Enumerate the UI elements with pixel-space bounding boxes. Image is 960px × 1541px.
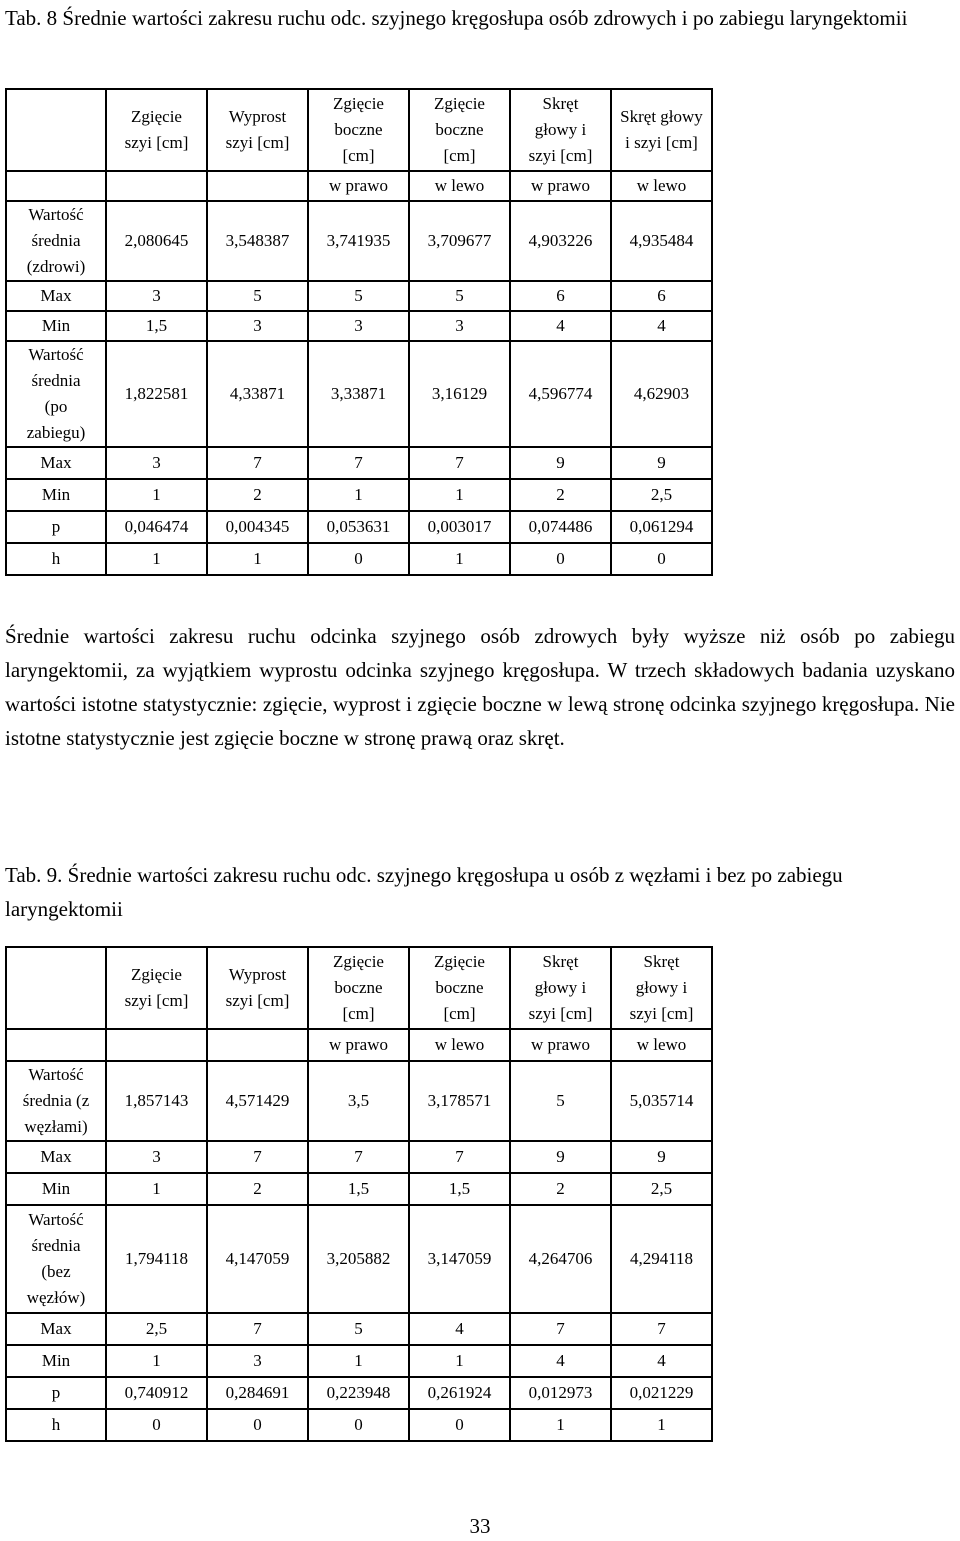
table-8	[5, 88, 713, 576]
table-cell: 9	[510, 447, 611, 479]
table-cell: 1	[106, 1345, 207, 1377]
table-cell: 7	[409, 1141, 510, 1173]
table-8-body	[6, 89, 712, 575]
table-row	[6, 1141, 712, 1173]
table-cell: 3	[308, 311, 409, 341]
table-cell: 7	[510, 1313, 611, 1345]
table-cell: 2	[207, 479, 308, 511]
table-cell: 4,62903	[611, 341, 712, 447]
table-cell: 4	[409, 1313, 510, 1345]
table-cell: Skręt głowy i szyi [cm]	[611, 89, 712, 171]
table-row	[6, 1173, 712, 1205]
table-cell: 5	[308, 281, 409, 311]
summary-paragraph: Średnie wartości zakresu ruchu odcinka szyjnego osób zdrowych były wyższe niż osób po zabiegu laryngektomii, za wyjątkiem wyprostu odcinka szyjnego kręgosłupa. W trzech składowych badania uzyskano wartości istotne statystycznie: zgięcie, wyprost i zgięcie boczne w lewą stronę odcinka szyjnego kręgosłupa. Nie istotne statystycznie jest zgięcie boczne w stronę prawą oraz skręt.	[5, 624, 955, 750]
table-cell	[106, 1029, 207, 1061]
table-cell: 1,5	[106, 311, 207, 341]
table-cell: 5	[510, 1061, 611, 1141]
table-cell: 2	[510, 1173, 611, 1205]
table-cell: 3	[106, 1141, 207, 1173]
table-cell: 5	[409, 281, 510, 311]
table-cell: 3,5	[308, 1061, 409, 1141]
table-cell: 3,178571	[409, 1061, 510, 1141]
table-cell: 1	[409, 479, 510, 511]
table-cell: 0,021229	[611, 1377, 712, 1409]
table-cell: 0,261924	[409, 1377, 510, 1409]
table-cell: Zgięcie szyi [cm]	[106, 89, 207, 171]
table-row	[6, 1061, 712, 1141]
table-cell: 9	[611, 1141, 712, 1173]
table-cell: 2,080645	[106, 201, 207, 281]
table-cell: w prawo	[308, 171, 409, 201]
row-label-cell: Wartość średnia (bez węzłów)	[6, 1205, 106, 1313]
table-cell: 0	[106, 1409, 207, 1441]
row-label-cell: Min	[6, 1173, 106, 1205]
table-row	[6, 1205, 712, 1313]
table-cell: 1	[409, 1345, 510, 1377]
table-cell: 7	[409, 447, 510, 479]
row-label-cell	[6, 1029, 106, 1061]
row-label-cell: Min	[6, 311, 106, 341]
table-cell: 1	[106, 479, 207, 511]
row-label-cell: p	[6, 1377, 106, 1409]
table-cell: 9	[611, 447, 712, 479]
table-cell: 1,822581	[106, 341, 207, 447]
table-cell: 4,33871	[207, 341, 308, 447]
row-label-cell: Wartość średnia (po zabiegu)	[6, 341, 106, 447]
table-cell: 4,935484	[611, 201, 712, 281]
table-cell: 1	[308, 479, 409, 511]
row-label-cell: Wartość średnia (zdrowi)	[6, 201, 106, 281]
table-cell: 3	[106, 281, 207, 311]
table-cell: w lewo	[409, 1029, 510, 1061]
row-label-cell: Max	[6, 281, 106, 311]
table-cell: 0,223948	[308, 1377, 409, 1409]
table-cell: Wyprost szyi [cm]	[207, 89, 308, 171]
direction-row	[6, 171, 712, 201]
table-row	[6, 479, 712, 511]
table-cell: 0	[207, 1409, 308, 1441]
table-cell: 1	[308, 1345, 409, 1377]
table-row	[6, 1345, 712, 1377]
page-number: 33	[469, 1514, 491, 1538]
table-cell: 4,264706	[510, 1205, 611, 1313]
table-cell: 0	[510, 543, 611, 575]
table-row	[6, 341, 712, 447]
table-cell: 1	[106, 543, 207, 575]
table-cell: Zgięcie boczne [cm]	[409, 89, 510, 171]
table-cell: 1	[611, 1409, 712, 1441]
table-cell: 6	[611, 281, 712, 311]
table-cell: 4,903226	[510, 201, 611, 281]
table-cell: 4,596774	[510, 341, 611, 447]
table-8-caption: Tab. 8 Średnie wartości zakresu ruchu odc. szyjnego kręgosłupa osób zdrowych i po zabiegu laryngektomii	[5, 6, 908, 30]
row-label-cell: Min	[6, 479, 106, 511]
table-row	[6, 311, 712, 341]
table-cell: 7	[207, 1141, 308, 1173]
table-cell: 5	[308, 1313, 409, 1345]
row-label-cell	[6, 171, 106, 201]
table-cell: w lewo	[409, 171, 510, 201]
table-cell: 3,16129	[409, 341, 510, 447]
table-9-body	[6, 947, 712, 1441]
table-cell: Zgięcie boczne [cm]	[308, 947, 409, 1029]
table-cell: 1	[409, 543, 510, 575]
row-label-cell: h	[6, 543, 106, 575]
table-cell: Zgięcie boczne [cm]	[308, 89, 409, 171]
table-cell: 4	[611, 311, 712, 341]
table-cell: 2,5	[106, 1313, 207, 1345]
row-label-cell	[6, 947, 106, 1029]
table-cell: w lewo	[611, 1029, 712, 1061]
table-row	[6, 511, 712, 543]
table-cell: 0,046474	[106, 511, 207, 543]
table-9	[5, 946, 713, 1442]
table-cell: 5	[207, 281, 308, 311]
table-row	[6, 1377, 712, 1409]
table-cell: 6	[510, 281, 611, 311]
table-row	[6, 543, 712, 575]
table-cell: 0	[308, 543, 409, 575]
table-cell	[207, 171, 308, 201]
row-label-cell	[6, 89, 106, 171]
table-row	[6, 281, 712, 311]
direction-row	[6, 1029, 712, 1061]
table-cell: 5,035714	[611, 1061, 712, 1141]
table-cell: 7	[611, 1313, 712, 1345]
table-cell: 1	[207, 543, 308, 575]
table-cell: 4,294118	[611, 1205, 712, 1313]
table-cell: 0,003017	[409, 511, 510, 543]
table-cell: Skręt głowy i szyi [cm]	[611, 947, 712, 1029]
row-label-cell: p	[6, 511, 106, 543]
table-cell: w prawo	[510, 171, 611, 201]
table-cell: 0,061294	[611, 511, 712, 543]
table-cell: 4	[510, 311, 611, 341]
table-cell: 7	[207, 1313, 308, 1345]
table-cell: Skręt głowy i szyi [cm]	[510, 89, 611, 171]
table-cell: 1	[106, 1173, 207, 1205]
table-cell: Zgięcie boczne [cm]	[409, 947, 510, 1029]
table-cell: 2,5	[611, 479, 712, 511]
table-cell: 2,5	[611, 1173, 712, 1205]
table-cell: 3,548387	[207, 201, 308, 281]
table-cell: w prawo	[510, 1029, 611, 1061]
table-cell: 0,284691	[207, 1377, 308, 1409]
table-cell: 3	[207, 1345, 308, 1377]
table-row	[6, 447, 712, 479]
table-cell: Wyprost szyi [cm]	[207, 947, 308, 1029]
table-cell: 3,147059	[409, 1205, 510, 1313]
table-cell: 1,794118	[106, 1205, 207, 1313]
table-cell: 4,147059	[207, 1205, 308, 1313]
table-cell: 3	[409, 311, 510, 341]
row-label-cell: Wartość średnia (z węzłami)	[6, 1061, 106, 1141]
table-cell	[106, 171, 207, 201]
table-cell: 4,571429	[207, 1061, 308, 1141]
table-cell: 0,053631	[308, 511, 409, 543]
header-row	[6, 947, 712, 1029]
table-cell: 0	[308, 1409, 409, 1441]
table-cell: 1,5	[409, 1173, 510, 1205]
row-label-cell: Min	[6, 1345, 106, 1377]
table-cell: 2	[207, 1173, 308, 1205]
table-cell: 2	[510, 479, 611, 511]
table-cell: 3,709677	[409, 201, 510, 281]
table-cell: 9	[510, 1141, 611, 1173]
table-cell: 1,5	[308, 1173, 409, 1205]
row-label-cell: Max	[6, 1313, 106, 1345]
header-row	[6, 89, 712, 171]
table-cell: 3,741935	[308, 201, 409, 281]
table-cell: 0,074486	[510, 511, 611, 543]
table-cell: 4	[611, 1345, 712, 1377]
table-cell: 0	[409, 1409, 510, 1441]
table-cell: 4	[510, 1345, 611, 1377]
table-cell: w prawo	[308, 1029, 409, 1061]
table-cell: 7	[207, 447, 308, 479]
table-cell: Skręt głowy i szyi [cm]	[510, 947, 611, 1029]
table-cell: 3,33871	[308, 341, 409, 447]
table-row	[6, 201, 712, 281]
table-cell: Zgięcie szyi [cm]	[106, 947, 207, 1029]
table-row	[6, 1409, 712, 1441]
table-9-caption: Tab. 9. Średnie wartości zakresu ruchu odc. szyjnego kręgosłupa u osób z węzłami i bez po zabiegu laryngektomii	[5, 863, 843, 921]
row-label-cell: Max	[6, 1141, 106, 1173]
table-cell: 3,205882	[308, 1205, 409, 1313]
table-cell: 0,004345	[207, 511, 308, 543]
table-cell: 7	[308, 1141, 409, 1173]
table-cell: 0,012973	[510, 1377, 611, 1409]
table-cell: 0	[611, 543, 712, 575]
table-cell: w lewo	[611, 171, 712, 201]
table-cell: 3	[207, 311, 308, 341]
table-row	[6, 1313, 712, 1345]
table-cell: 0,740912	[106, 1377, 207, 1409]
table-cell: 1	[510, 1409, 611, 1441]
row-label-cell: Max	[6, 447, 106, 479]
table-cell: 7	[308, 447, 409, 479]
table-cell: 3	[106, 447, 207, 479]
table-cell	[207, 1029, 308, 1061]
row-label-cell: h	[6, 1409, 106, 1441]
table-cell: 1,857143	[106, 1061, 207, 1141]
